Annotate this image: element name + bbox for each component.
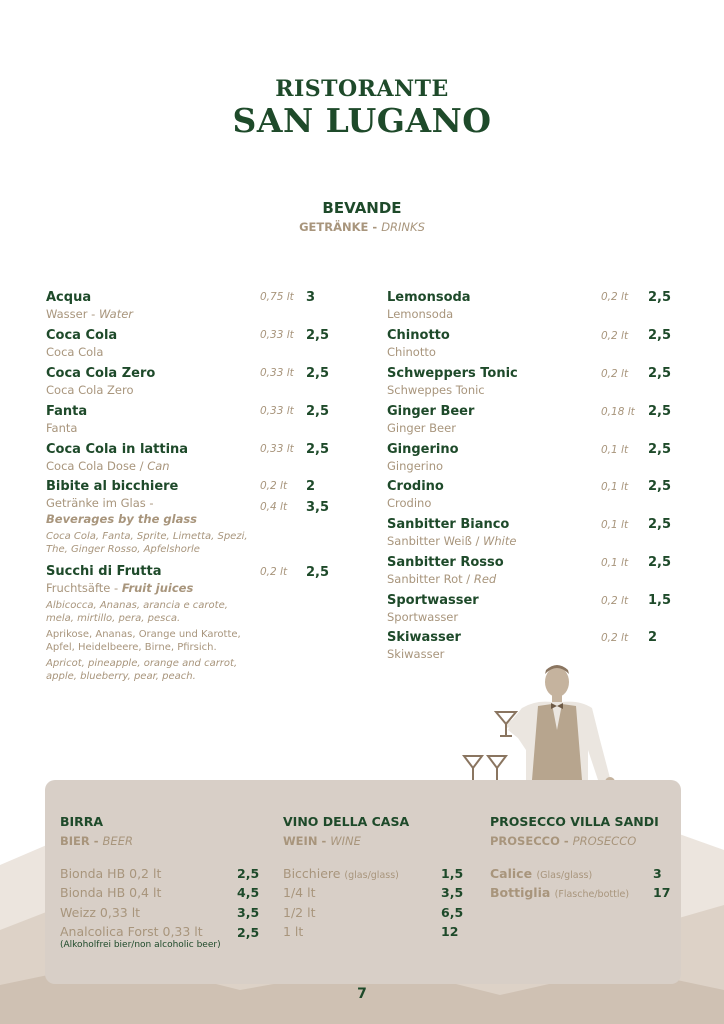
drink-price: 3,5 (306, 500, 330, 515)
drink-description: Albicocca, Ananas, arancia e carote, mela, mirtillo, pera, pesca. (46, 600, 228, 624)
restaurant-title (0, 76, 724, 140)
drink-item: Fanta Fanta (46, 404, 88, 435)
drink-qty: 0,2 lt (601, 595, 629, 607)
birra-heading: BIRRA BIER - BEER (60, 814, 133, 848)
drink-qty: 0,2 lt (260, 566, 288, 578)
drink-item: Sanbitter Bianco Sanbitter Weiß / White (387, 517, 517, 548)
drink-item: Bibite al bicchiere Getränke im Glas - Beverages by the glass Coca Cola, Fanta, Sprite, Limetta, Spezi, The, Ginger Rosso, Apfelshorle (46, 479, 256, 556)
drink-qty: 0,2 lt (601, 368, 629, 380)
prosecco-item: Bottiglia (Flasche/bottle) (490, 885, 630, 900)
beer-wine-panel (45, 780, 681, 984)
drink-price: 2,5 (306, 404, 330, 419)
drink-item: Coca Cola Zero Coca Cola Zero (46, 366, 156, 397)
title-line2: SAN LUGANO (232, 101, 492, 140)
birra-price: 2,5 (237, 925, 260, 940)
prosecco-heading: PROSECCO VILLA SANDI PROSECCO - PROSECCO (490, 814, 659, 848)
drink-price: 2,5 (306, 565, 330, 580)
drink-item: Coca Cola Coca Cola (46, 328, 118, 359)
vino-price: 12 (441, 924, 459, 939)
drink-item: Acqua Wasser - Water (46, 290, 134, 321)
vino-heading: VINO DELLA CASA WEIN - WINE (283, 814, 410, 848)
drink-price: 2,5 (648, 555, 672, 570)
prosecco-item: Calice (Glas/glass) (490, 866, 593, 881)
drink-item: Sportwasser Sportwasser (387, 593, 479, 624)
drink-item: Sanbitter Rosso Sanbitter Rot / Red (387, 555, 504, 586)
birra-price: 2,5 (237, 866, 260, 881)
drink-qty: 0,33 lt (260, 329, 294, 341)
drink-price: 2,5 (648, 290, 672, 305)
drink-item: Skiwasser Skiwasser (387, 630, 461, 661)
drink-item: Chinotto Chinotto (387, 328, 450, 359)
birra-item: Analcolica Forst 0,33 lt (60, 924, 203, 939)
drink-description: Coca Cola, Fanta, Sprite, Limetta, Spezi, The, Ginger Rosso, Apfelshorle (46, 531, 248, 555)
drink-item: Succhi di Frutta Fruchtsäfte - Fruit juices Albicocca, Ananas, arancia e carote, mela, mirtillo, pera, pesca. Aprikose, Ananas, Orange und Karotte, Apfel, Heidelbeere, Birne, Pfirsich. Apricot, pineapple, orange and carrot, apple, blueberry, pear, peach. (46, 564, 256, 683)
prosecco-price: 3 (653, 866, 662, 881)
section-title: BEVANDE (322, 199, 402, 217)
drink-qty: 0,33 lt (260, 367, 294, 379)
drink-price: 2,5 (648, 404, 672, 419)
drink-qty: 0,4 lt (260, 501, 288, 513)
drink-price: 2,5 (306, 328, 330, 343)
birra-item: Bionda HB 0,4 lt (60, 885, 162, 900)
drink-price: 2,5 (648, 517, 672, 532)
birra-item: Bionda HB 0,2 lt (60, 866, 162, 881)
drink-qty: 0,2 lt (260, 480, 288, 492)
drink-price: 2 (648, 630, 658, 645)
page-number: 7 (357, 986, 367, 1002)
drink-item: Schweppers Tonic Schweppes Tonic (387, 366, 518, 397)
vino-item: Bicchiere (glas/glass) (283, 866, 399, 881)
drink-qty: 0,2 lt (601, 291, 629, 303)
drink-description: Aprikose, Ananas, Orange und Karotte, Apfel, Heidelbeere, Birne, Pfirsich. (46, 629, 241, 653)
drink-qty: 0,2 lt (601, 330, 629, 342)
drink-item: Gingerino Gingerino (387, 442, 459, 473)
drink-price: 3 (306, 290, 316, 305)
drink-qty: 0,2 lt (601, 632, 629, 644)
drink-qty: 0,1 lt (601, 444, 629, 456)
drink-description: Apricot, pineapple, orange and carrot, apple, blueberry, pear, peach. (46, 658, 238, 682)
drink-price: 1,5 (648, 593, 672, 608)
section-subtitle: GETRÄNKE - DRINKS (299, 220, 425, 234)
drink-price: 2,5 (306, 366, 330, 381)
prosecco-price: 17 (653, 885, 671, 900)
section-heading (0, 199, 724, 234)
drink-price: 2,5 (648, 366, 672, 381)
vino-price: 1,5 (441, 866, 464, 881)
drink-item: Crodino Crodino (387, 479, 444, 510)
drink-item: Lemonsoda Lemonsoda (387, 290, 471, 321)
drink-item: Coca Cola in lattina Coca Cola Dose / Can (46, 442, 189, 473)
vino-item: 1 lt (283, 924, 304, 939)
drink-price: 2 (306, 479, 316, 494)
drink-qty: 0,33 lt (260, 405, 294, 417)
drink-qty: 0,1 lt (601, 481, 629, 493)
drink-qty: 0,1 lt (601, 519, 629, 531)
drink-qty: 0,18 lt (601, 406, 635, 418)
title-line1: RISTORANTE (275, 76, 449, 102)
drink-qty: 0,33 lt (260, 443, 294, 455)
drink-price: 2,5 (306, 442, 330, 457)
drink-qty: 0,75 lt (260, 291, 294, 303)
vino-price: 3,5 (441, 885, 464, 900)
drink-price: 2,5 (648, 442, 672, 457)
drink-price: 2,5 (648, 328, 672, 343)
drink-qty: 0,1 lt (601, 557, 629, 569)
birra-price: 4,5 (237, 885, 260, 900)
vino-price: 6,5 (441, 905, 464, 920)
birra-item: Weizz 0,33 lt (60, 905, 141, 920)
birra-note: (Alkoholfrei bier/non alcoholic beer) (60, 940, 221, 950)
vino-item: 1/2 lt (283, 905, 316, 920)
drink-item: Ginger Beer Ginger Beer (387, 404, 475, 435)
vino-item: 1/4 lt (283, 885, 316, 900)
drink-price: 2,5 (648, 479, 672, 494)
birra-price: 3,5 (237, 905, 260, 920)
